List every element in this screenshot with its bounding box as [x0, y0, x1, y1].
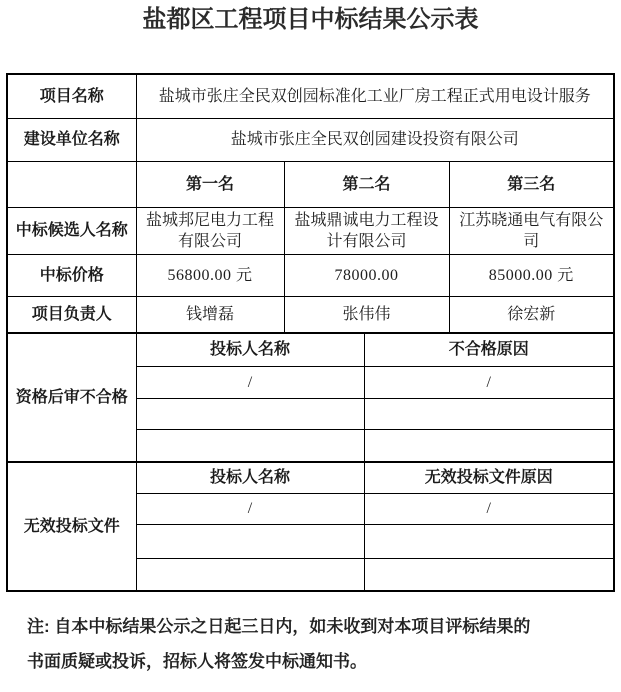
post-qualification-label: 资格后审不合格 [7, 333, 136, 462]
invalid-reason-value: / [364, 493, 614, 524]
manager-row [7, 296, 614, 333]
invalid-empty-bidder-1 [136, 524, 364, 558]
pq-empty-reason-1 [364, 398, 614, 429]
pq-empty-bidder-2 [136, 429, 364, 462]
pq-bidder-header: 投标人名称 [136, 333, 364, 366]
pq-empty-bidder-1 [136, 398, 364, 429]
project-name-row [7, 74, 614, 118]
manager-second: 张伟伟 [284, 296, 449, 333]
project-name-label: 项目名称 [7, 74, 136, 118]
invalid-bidder-value: / [136, 493, 364, 524]
rank-spacer-cell [7, 161, 136, 207]
pq-reason-header: 不合格原因 [364, 333, 614, 366]
invalid-empty-reason-2 [364, 558, 614, 591]
candidate-second: 盐城鼎诚电力工程设计有限公司 [284, 207, 449, 254]
rank-first-header: 第一名 [136, 161, 284, 207]
rank-header-row [7, 161, 614, 207]
owner-row [7, 118, 614, 161]
invalid-reason-header: 无效投标文件原因 [364, 462, 614, 493]
owner-value: 盐城市张庄全民双创园建设投资有限公司 [136, 118, 614, 161]
price-third: 85000.00 元 [449, 254, 614, 296]
price-row [7, 254, 614, 296]
note-line-1: 注: 自本中标结果公示之日起三日内，如未收到对本项目评标结果的 [27, 617, 531, 636]
pq-reason-value: / [364, 366, 614, 398]
project-name-value: 盐城市张庄全民双创园标准化工业厂房工程正式用电设计服务 [136, 74, 614, 118]
pq-empty-reason-2 [364, 429, 614, 462]
candidate-first: 盐城邦尼电力工程有限公司 [136, 207, 284, 254]
rank-second-header: 第二名 [284, 161, 449, 207]
price-first: 56800.00 元 [136, 254, 284, 296]
manager-label: 项目负责人 [7, 296, 136, 333]
price-label: 中标价格 [7, 254, 136, 296]
invalid-header-row [7, 462, 614, 493]
invalid-empty-reason-1 [364, 524, 614, 558]
note-line-2: 书面质疑或投诉，招标人将签发中标通知书。 [27, 652, 367, 671]
candidate-third: 江苏晓通电气有限公司 [449, 207, 614, 254]
page-title: 盐都区工程项目中标结果公示表 [142, 6, 479, 33]
invalid-empty-bidder-2 [136, 558, 364, 591]
candidates-row [7, 207, 614, 254]
pq-bidder-value: / [136, 366, 364, 398]
note [27, 609, 602, 679]
manager-third: 徐宏新 [449, 296, 614, 333]
owner-label: 建设单位名称 [7, 118, 136, 161]
pq-header-row [7, 333, 614, 366]
invalid-bidder-header: 投标人名称 [136, 462, 364, 493]
price-second: 78000.00 [284, 254, 449, 296]
invalid-doc-label: 无效投标文件 [7, 462, 136, 591]
bid-result-table [6, 73, 615, 592]
manager-first: 钱增磊 [136, 296, 284, 333]
rank-third-header: 第三名 [449, 161, 614, 207]
candidates-label: 中标候选人名称 [7, 207, 136, 254]
